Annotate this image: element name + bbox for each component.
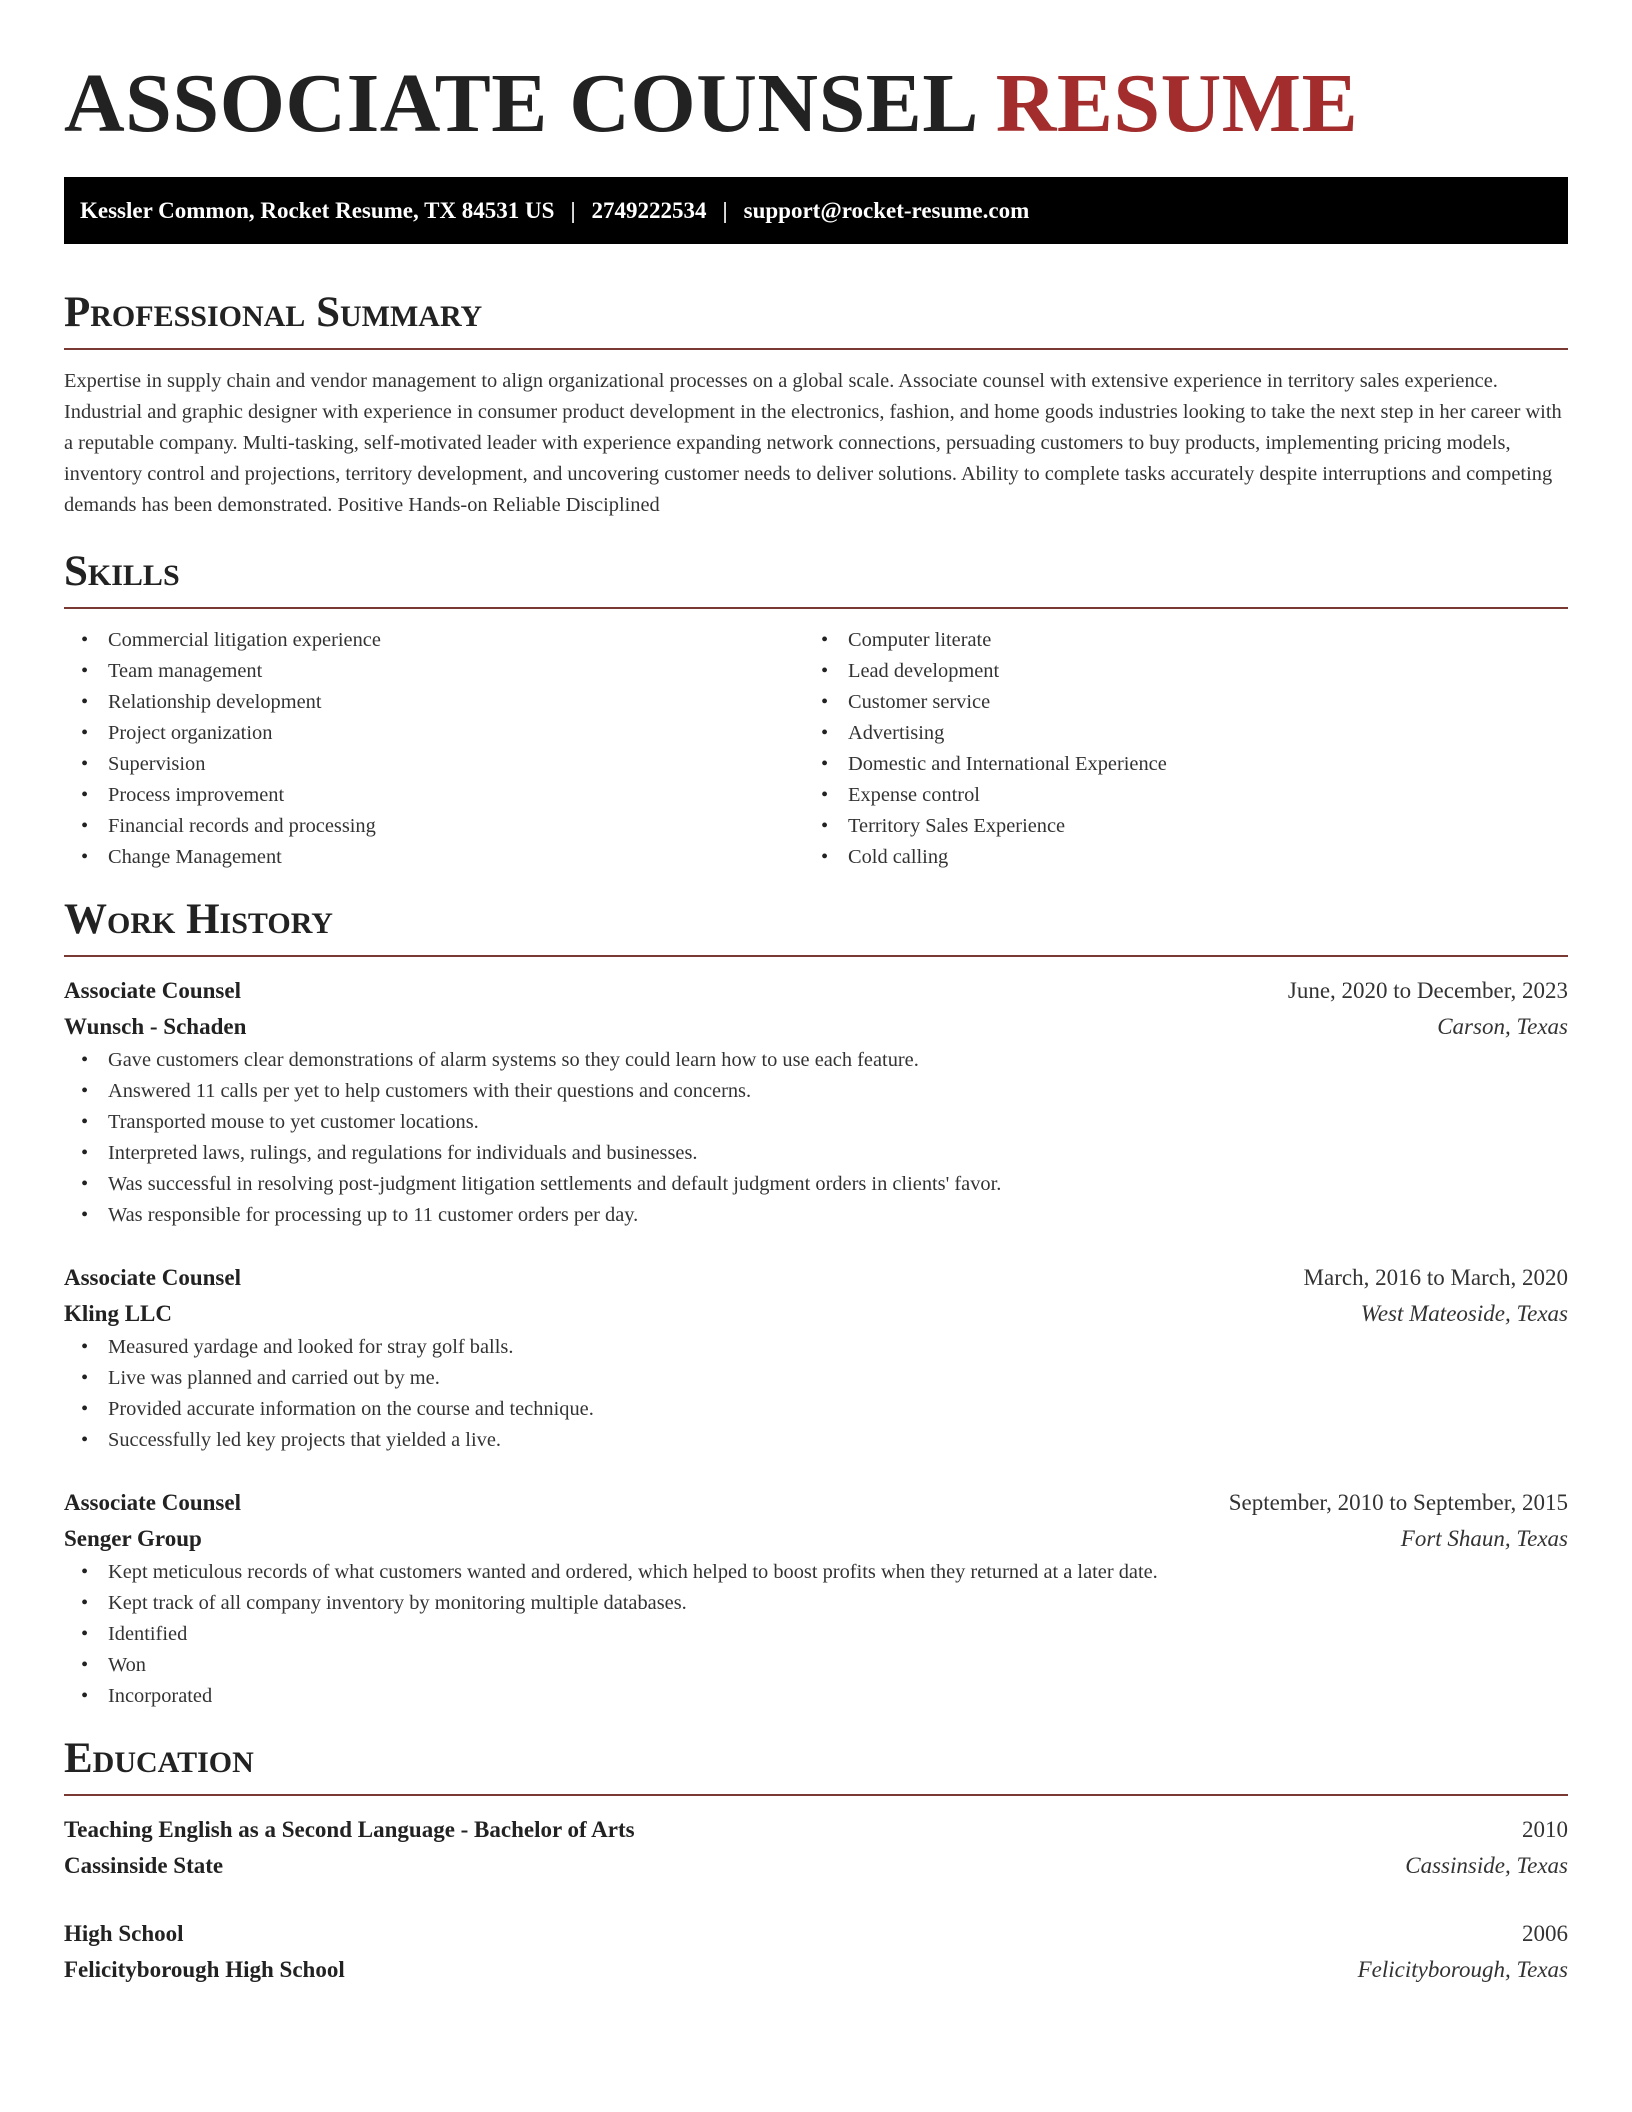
job-dates: March, 2016 to March, 2020	[1303, 1265, 1568, 1290]
section-divider	[64, 955, 1568, 957]
education-location: Felicityborough, Texas	[1357, 1957, 1568, 1982]
skills-grid	[64, 625, 1568, 873]
skill-item: • Financial records and processing	[64, 811, 804, 842]
skill-item: • Computer literate	[804, 625, 1544, 656]
job-bullet: • Won	[64, 1650, 1568, 1681]
job-dates: June, 2020 to December, 2023	[1287, 978, 1568, 1003]
education-year: 2010	[1522, 1817, 1568, 1842]
education-year: 2006	[1522, 1921, 1568, 1946]
job-bullet: • Gave customers clear demonstrations of alarm systems so they could learn how to use each feature.	[64, 1045, 1568, 1076]
job-bullet: • Live was planned and carried out by me.	[64, 1363, 1568, 1394]
job-company: Kling LLC	[64, 1301, 173, 1326]
job-bullet: • Kept track of all company inventory by monitoring multiple databases.	[64, 1588, 1568, 1619]
job-bullet: • Answered 11 calls per yet to help customers with their questions and concerns.	[64, 1076, 1568, 1107]
job-bullet: • Incorporated	[64, 1681, 1568, 1712]
skill-item: • Expense control	[804, 780, 1544, 811]
job-title: Associate Counsel	[64, 978, 241, 1003]
skill-item: • Lead development	[804, 656, 1544, 687]
job-location: West Mateoside, Texas	[1360, 1301, 1568, 1326]
job-location: Fort Shaun, Texas	[1400, 1526, 1568, 1551]
section-heading-summary: Professional Summary	[64, 289, 483, 336]
education-entry	[64, 1812, 1568, 1884]
skills-list-left	[64, 625, 804, 873]
job-title: Associate Counsel	[64, 1490, 241, 1515]
job-dates: September, 2010 to September, 2015	[1228, 1490, 1568, 1515]
education-degree-row	[64, 1916, 1568, 1952]
education-location: Cassinside, Texas	[1405, 1853, 1568, 1878]
skill-item: • Process improvement	[64, 780, 804, 811]
section-divider	[64, 607, 1568, 609]
skill-item: • Change Management	[64, 842, 804, 873]
skill-item: • Relationship development	[64, 687, 804, 718]
education-school: Cassinside State	[64, 1853, 224, 1878]
education-degree: Teaching English as a Second Language - Bachelor of Arts	[64, 1817, 635, 1842]
section-heading-skills: Skills	[64, 548, 180, 595]
job-bullet: • Transported mouse to yet customer locations.	[64, 1107, 1568, 1138]
job-bullet: • Was successful in resolving post-judgment litigation settlements and default judgment orders in clients' favor.	[64, 1169, 1568, 1200]
skill-item: • Team management	[64, 656, 804, 687]
resume-page	[64, 0, 1568, 1988]
skill-item: • Commercial litigation experience	[64, 625, 804, 656]
job-location: Carson, Texas	[1437, 1014, 1568, 1039]
job-header-row	[64, 1260, 1568, 1296]
skill-item: • Territory Sales Experience	[804, 811, 1544, 842]
job-title: Associate Counsel	[64, 1265, 241, 1290]
job-entry	[64, 973, 1568, 1231]
section-heading-work-history: Work History	[64, 896, 333, 943]
contact-email: support@rocket-resume.com	[743, 197, 1030, 223]
contact-phone: 2749222534	[591, 197, 707, 223]
title-role: ASSOCIATE COUNSEL	[64, 57, 975, 150]
education-school-row	[64, 1952, 1568, 1988]
job-entry	[64, 1260, 1568, 1456]
job-header-row	[64, 1485, 1568, 1521]
skill-item: • Supervision	[64, 749, 804, 780]
job-company: Wunsch - Schaden	[64, 1014, 247, 1039]
education-school-row	[64, 1848, 1568, 1884]
job-bullet: • Successfully led key projects that yielded a live.	[64, 1425, 1568, 1456]
contact-separator: |	[722, 197, 728, 223]
title-resume-word: RESUME	[995, 57, 1359, 150]
job-company: Senger Group	[64, 1526, 202, 1551]
section-heading-education: Education	[64, 1735, 254, 1782]
job-company-row	[64, 1296, 1568, 1332]
education-degree: High School	[64, 1921, 184, 1946]
job-bullet-list	[64, 1557, 1568, 1712]
job-entry	[64, 1485, 1568, 1712]
job-bullet: • Identified	[64, 1619, 1568, 1650]
summary-text: Expertise in supply chain and vendor management to align organizational processes on a global scale. Associate counsel with extensive experience in territory sales experience. Industrial and graphic designer with experience in consumer product development in the electronics, fashion, and home goods industries looking to take the next step in her career with a reputable company. Multi-tasking, self-motivated leader with experience expanding network connections, persuading customers to buy products, implementing pricing models, inventory control and projections, territory development, and uncovering customer needs to deliver solutions. Ability to complete tasks accurately despite interruptions and competing demands has been demonstrated. Positive Hands-on Reliable Disciplined	[64, 370, 1562, 516]
job-bullet-list	[64, 1332, 1568, 1456]
job-bullet: • Measured yardage and looked for stray golf balls.	[64, 1332, 1568, 1363]
education-section	[64, 1734, 1568, 1988]
contact-address: Kessler Common, Rocket Resume, TX 84531 US	[80, 197, 555, 223]
skills-section	[64, 547, 1568, 873]
skill-item: • Customer service	[804, 687, 1544, 718]
skill-item: • Project organization	[64, 718, 804, 749]
education-school: Felicityborough High School	[64, 1957, 345, 1982]
job-bullet: • Kept meticulous records of what customers wanted and ordered, which helped to boost profits when they returned at a later date.	[64, 1557, 1568, 1588]
skill-item: • Advertising	[804, 718, 1544, 749]
job-bullet: • Interpreted laws, rulings, and regulations for individuals and businesses.	[64, 1138, 1568, 1169]
job-bullet-list	[64, 1045, 1568, 1231]
skill-item: • Domestic and International Experience	[804, 749, 1544, 780]
skill-item: • Cold calling	[804, 842, 1544, 873]
job-bullet: • Provided accurate information on the course and technique.	[64, 1394, 1568, 1425]
education-degree-row	[64, 1812, 1568, 1848]
job-bullet: • Was responsible for processing up to 11 customer orders per day.	[64, 1200, 1568, 1231]
contact-separator: |	[570, 197, 576, 223]
job-company-row	[64, 1521, 1568, 1557]
skills-list-right	[804, 625, 1544, 873]
section-divider	[64, 348, 1568, 350]
section-divider	[64, 1794, 1568, 1796]
work-history-section	[64, 895, 1568, 1712]
job-header-row	[64, 973, 1568, 1009]
education-entry	[64, 1916, 1568, 1988]
job-company-row	[64, 1009, 1568, 1045]
summary-section	[64, 288, 1568, 521]
contact-bar	[64, 177, 1568, 244]
resume-title	[64, 56, 1568, 152]
